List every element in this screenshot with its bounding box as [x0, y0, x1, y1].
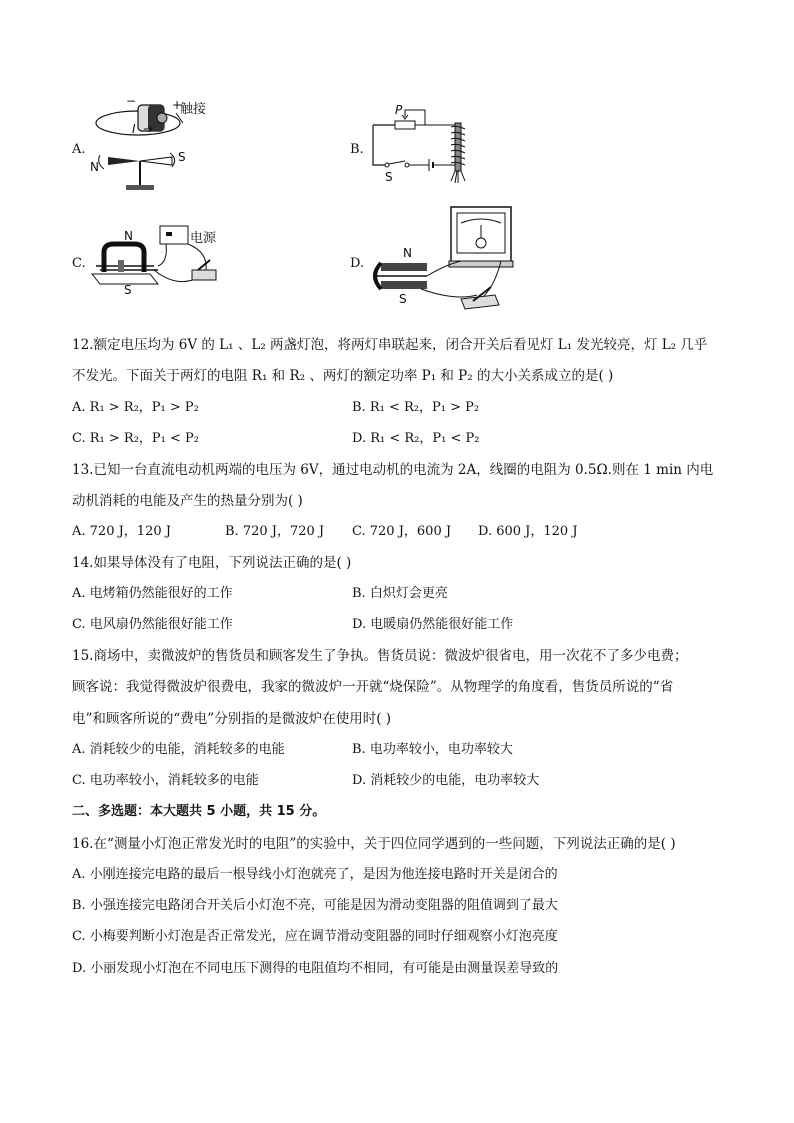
q13-option-c[interactable]: C. 720 J，600 J [352, 524, 452, 539]
q15-stem-line1: 15.商场中，卖微波炉的售货员和顾客发生了争执。售货员说：微波炉很省电，用一次花不了多少电费； [72, 648, 688, 664]
q13-stem-line1: 13.已知一台直流电动机两端的电压为 6V，通过电动机的电流为 2A，线圈的电阻为 0.5Ω.则在 1 min 内电 [72, 462, 714, 478]
magnet-s-label: S [124, 283, 132, 297]
q13-stem-line2: 动机消耗的电能及产生的热量分别为( ) [72, 493, 303, 509]
current-label: I [132, 122, 136, 136]
q16-option-d[interactable]: D. 小丽发现小灯泡在不同电压下测得的电阻值均不相同，有可能是由测量误差导致的 [72, 961, 559, 976]
q13-option-d[interactable]: D. 600 J，120 J [478, 524, 578, 539]
magnet-n-label: N [124, 229, 133, 243]
power-label: 电源 [190, 231, 217, 246]
figure-d-magnet-galvanometer [365, 205, 525, 317]
q13-option-b[interactable]: B. 720 J，720 J [225, 524, 325, 539]
figure-c-magnet-rail [88, 222, 228, 300]
q12-option-d[interactable]: D. R₁ < R₂，P₁ < P₂ [352, 431, 480, 446]
q16-option-b[interactable]: B. 小强连接完电路闭合开关后小灯泡不亮，可能是因为滑动变阻器的阻值调到了最大 [72, 898, 558, 913]
q12-stem-line2: 不发光。下面关于两灯的电阻 R₁ 和 R₂ 、两灯的额定功率 P₁ 和 P₂ 的大小关系成立的是( ) [72, 368, 614, 384]
figure-d-option: D. [350, 256, 365, 271]
q12-option-b[interactable]: B. R₁ < R₂，P₁ > P₂ [352, 400, 480, 415]
q14-option-d[interactable]: D. 电暖扇仍然能很好能工作 [352, 617, 514, 632]
q15-option-d[interactable]: D. 消耗较少的电能，电功率较大 [352, 773, 540, 788]
figure-a-solenoid-compass [88, 95, 228, 200]
q14-stem: 14.如果导体没有了电阻，下列说法正确的是( ) [72, 555, 352, 571]
figure-a-option: A. [72, 142, 86, 157]
q13-option-a[interactable]: A. 720 J，120 J [72, 524, 171, 539]
rheostat-p-label: P [395, 105, 403, 117]
q16-option-a[interactable]: A. 小刚连接完电路的最后一根导线小灯泡就亮了，是因为他连接电路时开关是闭合的 [72, 867, 558, 882]
q15-stem-line3: 电”和顾客所说的“费电”分别指的是微波炉在使用时( ) [72, 711, 392, 727]
q14-option-a[interactable]: A. 电烤箱仍然能很好的工作 [72, 586, 233, 601]
q15-option-b[interactable]: B. 电功率较小，电功率较大 [352, 742, 513, 757]
q14-option-c[interactable]: C. 电风扇仍然能很好能工作 [72, 617, 233, 632]
section-heading-multiple-choice: 二、多选题：本大题共 5 小题，共 15 分。 [72, 804, 326, 819]
figure-b-option: B. [350, 142, 364, 157]
q15-stem-line2: 顾客说：我觉得微波炉很费电，我家的微波炉一开就“烧保险”。从物理学的角度看，售货员所说的“省 [72, 679, 674, 695]
magnet-n-label-d: N [403, 246, 412, 260]
coil-minus-label: − [126, 95, 137, 108]
q14-option-b[interactable]: B. 白炽灯会更亮 [352, 586, 448, 601]
compass-s-label: S [178, 150, 186, 164]
q12-option-a[interactable]: A. R₁ > R₂，P₁ > P₂ [72, 400, 199, 415]
q15-option-a[interactable]: A. 消耗较少的电能，消耗较多的电能 [72, 742, 285, 757]
q16-option-c[interactable]: C. 小梅要判断小灯泡是否正常发光，应在调节滑动变阻器的同时仔细观察小灯泡亮度 [72, 929, 558, 944]
figure-b-circuit-electromagnet [365, 105, 485, 187]
q15-option-c[interactable]: C. 电功率较小，消耗较多的电能 [72, 773, 259, 788]
switch-s-label: S [385, 170, 393, 184]
figure-c-option: C. [72, 256, 86, 271]
compass-n-label: N [90, 160, 99, 174]
contact-label: 触接 [180, 102, 207, 117]
q16-stem: 16.在“测量小灯泡正常发光时的电阻”的实验中，关于四位同学遇到的一些问题，下列说法正确的是( ) [72, 836, 676, 852]
magnet-s-label-d: S [399, 292, 407, 306]
coil-plus-label: + [172, 98, 183, 112]
q12-stem-line1: 12.额定电压均为 6V 的 L₁ 、L₂ 两盏灯泡，将两灯串联起来，闭合开关后看见灯 L₁ 发光较亮，灯 L₂ 几乎 [72, 337, 708, 353]
q12-option-c[interactable]: C. R₁ > R₂，P₁ < P₂ [72, 431, 199, 446]
